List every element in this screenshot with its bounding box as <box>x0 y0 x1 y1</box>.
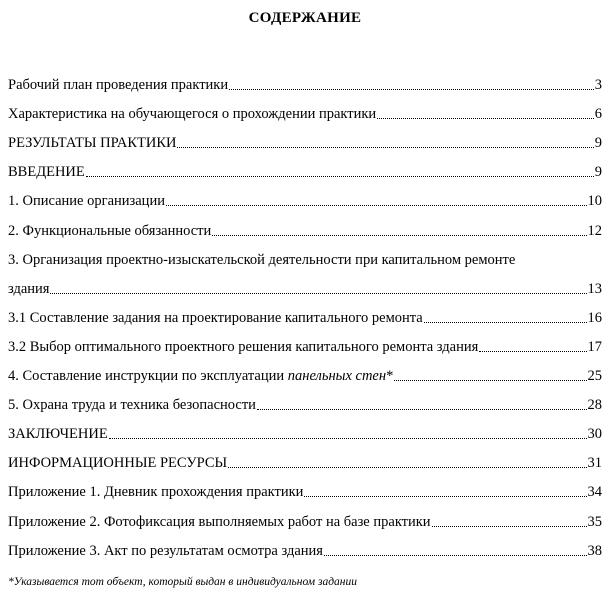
toc-entry-label: 3.2 Выбор оптимального проектного решения капитального ремонта здания <box>8 338 479 355</box>
toc-entry-organization-description <box>8 183 602 212</box>
toc-page-number: 13 <box>587 280 602 297</box>
toc-entry-label: Характеристика на обучающегося о прохождении практики <box>8 106 377 123</box>
toc-page-number: 17 <box>587 338 602 355</box>
toc-page-number: 35 <box>587 513 602 530</box>
footnote: *Указывается тот объект, который выдан в индивидуальном задании <box>8 576 358 588</box>
toc-entry-work-plan <box>8 67 602 96</box>
toc-page-number: 31 <box>587 455 602 472</box>
toc-dot-leader <box>479 351 586 352</box>
toc-entry-label: Приложение 3. Акт по результатам осмотра здания <box>8 542 323 559</box>
toc-page-number: 16 <box>587 309 602 326</box>
toc-entry-label: ВВЕДЕНИЕ <box>8 164 85 181</box>
toc-entry-design-survey-line1 <box>8 242 602 271</box>
toc-entry-student-characteristic <box>8 96 602 125</box>
toc-entry-label <box>8 368 393 387</box>
toc-list <box>8 67 602 562</box>
toc-dot-leader <box>257 409 587 410</box>
toc-entry-operation-instructions <box>8 358 602 387</box>
toc-dot-leader <box>177 147 593 148</box>
toc-dot-leader <box>166 205 587 206</box>
toc-entry-introduction <box>8 154 602 183</box>
toc-entry-practice-results <box>8 125 602 154</box>
page-title: СОДЕРЖАНИЕ <box>248 10 362 26</box>
toc-entry-appendix-2 <box>8 503 602 532</box>
toc-entry-conclusion <box>8 416 602 445</box>
toc-entry-functional-duties <box>8 212 602 241</box>
toc-entry-design-survey-line2 <box>8 271 602 300</box>
toc-dot-leader <box>377 118 594 119</box>
toc-entry-appendix-3 <box>8 533 602 562</box>
toc-entry-label: 5. Охрана труда и техника безопасности <box>8 397 256 414</box>
toc-dot-leader <box>304 496 586 497</box>
toc-page-number: 3 <box>594 77 602 94</box>
toc-page-number: 34 <box>587 484 602 501</box>
toc-entry-information-resources <box>8 445 602 474</box>
toc-dot-leader <box>86 176 594 177</box>
toc-dot-leader <box>50 293 586 294</box>
toc-entry-label: ЗАКЛЮЧЕНИЕ <box>8 426 108 443</box>
toc-entry-label: здания <box>8 280 50 297</box>
toc-entry-labor-safety <box>8 387 602 416</box>
toc-entry-label: Приложение 1. Дневник прохождения практики <box>8 484 304 501</box>
toc-entry-label-prefix: 4. Составление инструкции по эксплуатации <box>8 368 288 385</box>
toc-entry-label: Рабочий план проведения практики <box>8 77 229 94</box>
toc-dot-leader <box>424 322 587 323</box>
toc-entry-design-task <box>8 300 602 329</box>
toc-page-number: 38 <box>587 542 602 559</box>
toc-entry-appendix-1 <box>8 474 602 503</box>
toc-dot-leader <box>229 89 594 90</box>
toc-page-number: 30 <box>587 426 602 443</box>
toc-entry-label: РЕЗУЛЬТАТЫ ПРАКТИКИ <box>8 135 177 152</box>
toc-dot-leader <box>228 467 586 468</box>
toc-dot-leader <box>109 438 587 439</box>
toc-page-number: 9 <box>594 135 602 152</box>
toc-entry-optimal-design-choice <box>8 329 602 358</box>
toc-entry-label: 2. Функциональные обязанности <box>8 222 212 239</box>
toc-entry-label: 1. Описание организации <box>8 193 165 210</box>
toc-dot-leader <box>212 235 586 236</box>
toc-entry-label: Приложение 2. Фотофиксация выполняемых работ на базе практики <box>8 513 431 530</box>
toc-dot-leader <box>394 380 586 381</box>
toc-entry-label: 3.1 Составление задания на проектирование капитального ремонта <box>8 309 423 326</box>
toc-entry-label: ИНФОРМАЦИОННЫЕ РЕСУРСЫ <box>8 455 228 472</box>
toc-dot-leader <box>432 526 587 527</box>
toc-page-number: 28 <box>587 397 602 414</box>
toc-dot-leader <box>324 555 587 556</box>
toc-entry-label-suffix: * <box>386 368 394 385</box>
toc-entry-label-italic: панельных стен <box>287 368 387 385</box>
toc-page-number: 25 <box>587 368 602 385</box>
toc-entry-label: 3. Организация проектно-изыскательской деятельности при капитальном ремонте <box>8 251 516 268</box>
toc-page-number: 10 <box>587 193 602 210</box>
toc-page-number: 12 <box>587 222 602 239</box>
toc-page-number: 6 <box>594 106 602 123</box>
toc-page-number: 9 <box>594 164 602 181</box>
